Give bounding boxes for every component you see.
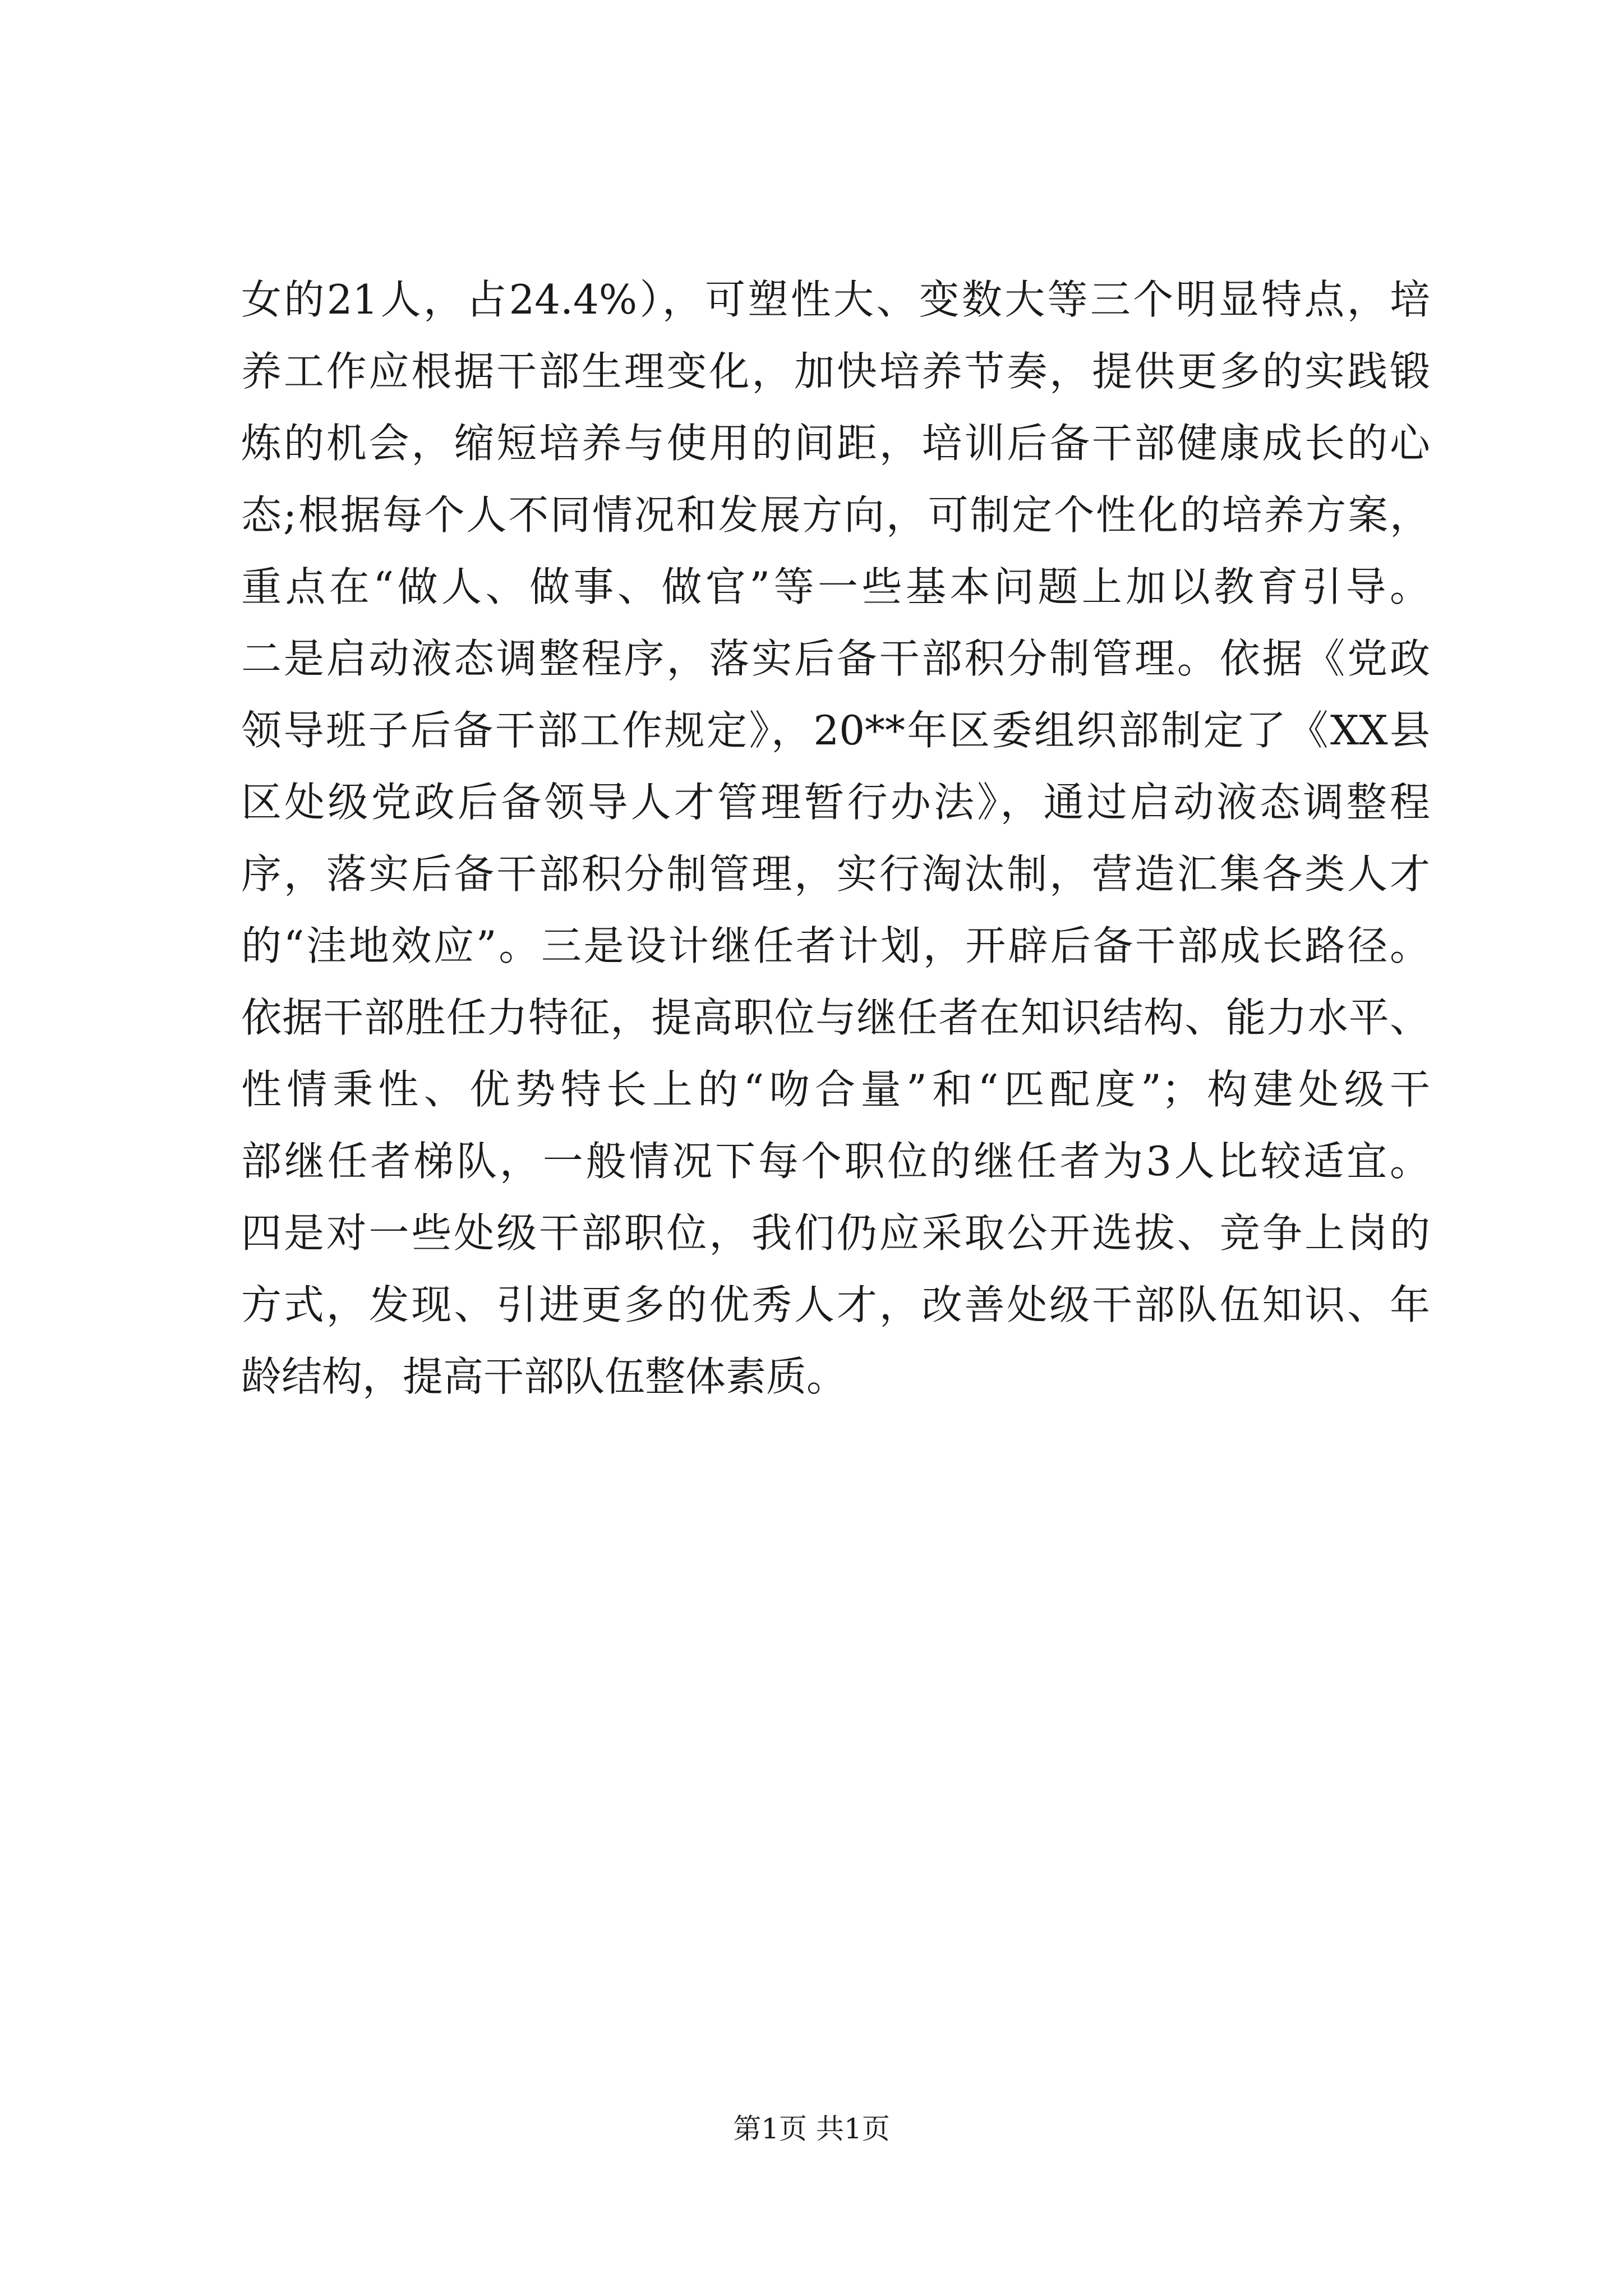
text-line: 领导班子后备干部工作规定》，20**年区委组织部制定了《XX县 <box>241 707 1430 754</box>
text-line: 部继任者梯队，一般情况下每个职位的继任者为3人比较适宜。 <box>241 1138 1430 1185</box>
text-line: 的“洼地效应”。三是设计继任者计划，开辟后备干部成长路径。 <box>241 922 1430 969</box>
text-line: 依据干部胜任力特征，提高职位与继任者在知识结构、能力水平、 <box>241 994 1430 1041</box>
text-line: 区处级党政后备领导人才管理暂行办法》，通过启动液态调整程 <box>241 779 1430 826</box>
text-line: 二是启动液态调整程序，落实后备干部积分制管理。依据《党政 <box>241 635 1430 682</box>
page-footer <box>0 2112 1623 2146</box>
body-paragraph <box>241 264 1430 1412</box>
text-line: 重点在“做人、做事、做官”等一些基本问题上加以教育引导。 <box>241 563 1430 610</box>
text-line: 方式，发现、引进更多的优秀人才，改善处级干部队伍知识、年 <box>241 1281 1430 1328</box>
text-line: 序，落实后备干部积分制管理，实行淘汰制，营造汇集各类人才 <box>241 850 1430 898</box>
page-number: 第1页 共1页 <box>733 2113 890 2145</box>
text-line: 态;根据每个人不同情况和发展方向，可制定个性化的培养方案， <box>241 491 1430 539</box>
text-line: 养工作应根据干部生理变化，加快培养节奏，提供更多的实践锻 <box>241 348 1430 395</box>
text-line: 性情秉性、优势特长上的“吻合量”和“匹配度”；构建处级干 <box>241 1066 1430 1113</box>
text-line: 炼的机会，缩短培养与使用的间距，培训后备干部健康成长的心 <box>241 420 1430 467</box>
text-line: 女的21人，占24.4%），可塑性大、变数大等三个明显特点，培 <box>241 276 1430 323</box>
text-line: 四是对一些处级干部职位，我们仍应采取公开选拔、竞争上岗的 <box>241 1209 1430 1257</box>
text-line: 龄结构，提高干部队伍整体素质。 <box>241 1353 847 1400</box>
